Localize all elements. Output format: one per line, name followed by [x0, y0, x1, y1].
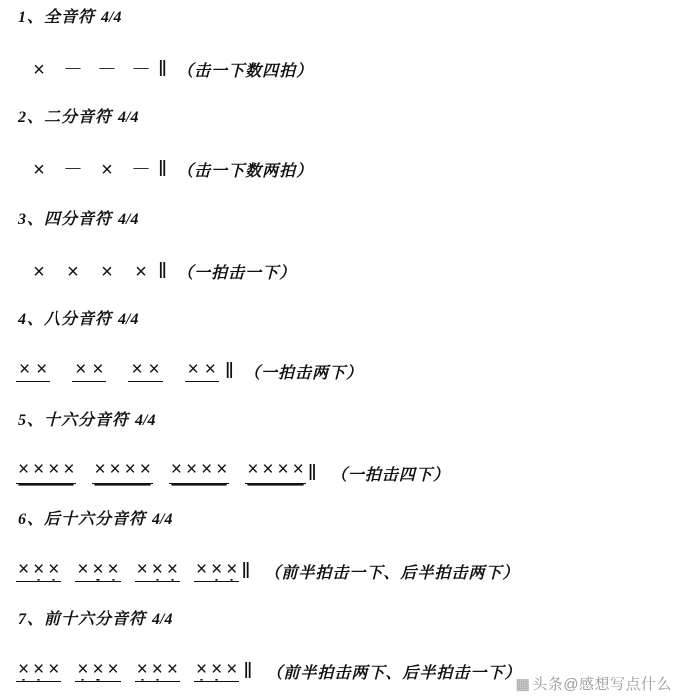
entry-title [18, 110, 138, 126]
entry-name: 二分音符 [44, 109, 113, 126]
note-x: × [211, 559, 223, 580]
note-x: × [195, 559, 208, 580]
entry-row-back-sixteenth-note [16, 560, 519, 582]
beamed-note-group [75, 660, 120, 682]
note-x: × [101, 261, 113, 283]
entry-row-whole-note [22, 58, 313, 80]
entry-whole-note [0, 10, 121, 26]
entry-title [18, 212, 138, 228]
note-x: × [33, 559, 45, 580]
entry-meter: 4/4 [118, 311, 139, 328]
entry-title [18, 612, 172, 628]
note-x: × [101, 159, 113, 181]
note-dash: － [131, 159, 151, 181]
barline: ‖ [243, 658, 253, 683]
note-x: × [135, 261, 147, 283]
note-x: × [36, 359, 48, 380]
note-group-list [22, 60, 158, 80]
note-x: × [33, 159, 45, 181]
watermark-text: 头条@感想写点什么 [532, 676, 672, 693]
entry-index: 6、 [18, 511, 45, 528]
note-x: × [107, 559, 119, 580]
barline: ‖ [158, 156, 168, 181]
beamed-note-group [185, 360, 219, 382]
note-x: × [33, 59, 45, 81]
note-group-list [22, 160, 158, 180]
note-x: × [94, 459, 106, 480]
note-x: × [187, 359, 199, 380]
note-x: × [124, 459, 136, 480]
note-x: × [139, 459, 151, 480]
note-x: × [148, 359, 160, 380]
entry-meter: 4/4 [152, 511, 173, 528]
note-dash: － [63, 159, 83, 181]
beamed-note-group [16, 560, 61, 582]
entry-name: 后十六分音符 [44, 511, 147, 528]
entry-meter: 4/4 [135, 412, 156, 429]
entry-meter: 4/4 [152, 611, 173, 628]
note-x: × [195, 659, 208, 680]
note-x: × [185, 459, 198, 480]
entry-title [18, 413, 155, 429]
note-x: × [166, 659, 178, 680]
entry-meter: 4/4 [101, 9, 122, 26]
note-x: × [107, 659, 119, 680]
note-dash: － [131, 59, 151, 81]
note-x: × [18, 459, 30, 480]
note-x: × [33, 659, 45, 680]
note-group-list [22, 262, 158, 282]
entry-name: 全音符 [44, 9, 96, 26]
entry-sixteenth-note [0, 413, 155, 429]
note-x: × [77, 559, 89, 580]
entry-annotation: （前半拍击两下、后半拍击一下） [266, 665, 522, 682]
entry-index: 2、 [18, 109, 45, 126]
entry-row-eighth-note [16, 360, 363, 382]
barline: ‖ [158, 258, 168, 283]
entry-name: 八分音符 [44, 311, 113, 328]
note-x: × [136, 659, 148, 680]
entry-annotation: （前半拍击一下、后半拍击两下） [264, 565, 520, 582]
note-x: × [226, 659, 238, 680]
note-x: × [75, 359, 87, 380]
entry-annotation: （击一下数四拍） [177, 63, 314, 80]
note-x: × [204, 359, 216, 380]
note-group-list [16, 560, 241, 582]
watermark-logo-icon: ▦ [515, 676, 531, 693]
entry-row-half-note [22, 158, 313, 180]
entry-quarter-note [0, 212, 138, 228]
beamed-note-group [16, 360, 50, 382]
entry-title [18, 10, 121, 26]
beamed-note-group [16, 460, 76, 484]
note-dash: － [97, 59, 117, 81]
note-x: × [226, 559, 238, 580]
note-x: × [277, 459, 289, 480]
note-x: × [201, 459, 213, 480]
entry-front-sixteenth-note [0, 612, 172, 628]
note-x: × [67, 261, 79, 283]
entry-title [18, 512, 172, 528]
note-x: × [170, 459, 182, 480]
note-x: × [247, 459, 259, 480]
note-x: × [262, 459, 274, 480]
note-x: × [151, 559, 163, 580]
beamed-note-group [169, 460, 229, 484]
note-x: × [166, 559, 178, 580]
watermark [516, 673, 672, 694]
entry-index: 7、 [18, 611, 45, 628]
beamed-note-group [135, 660, 180, 682]
beamed-note-group [92, 460, 152, 484]
note-x: × [109, 459, 121, 480]
beamed-note-group [128, 360, 162, 382]
entry-annotation: （一拍击四下） [330, 467, 450, 484]
note-x: × [77, 659, 89, 680]
note-x: × [92, 659, 104, 680]
beamed-note-group [194, 660, 239, 682]
entry-row-quarter-note [22, 260, 296, 282]
beamed-note-group [72, 360, 106, 382]
note-x: × [131, 359, 143, 380]
note-x: × [48, 459, 60, 480]
entry-eighth-note [0, 312, 138, 328]
entry-annotation: （击一下数两拍） [177, 163, 314, 180]
entry-annotation: （一拍击一下） [177, 265, 297, 282]
barline: ‖ [158, 56, 168, 81]
entry-index: 1、 [18, 9, 45, 26]
beamed-note-group [194, 560, 239, 582]
entry-title [18, 312, 138, 328]
note-x: × [292, 459, 304, 480]
note-x: × [136, 559, 148, 580]
note-x: × [216, 459, 228, 480]
entry-meter: 4/4 [118, 109, 139, 126]
entry-name: 十六分音符 [44, 412, 130, 429]
note-x: × [18, 659, 30, 680]
note-x: × [151, 659, 163, 680]
entry-index: 3、 [18, 211, 45, 228]
barline: ‖ [241, 558, 251, 583]
note-x: × [63, 459, 75, 480]
entry-index: 5、 [18, 412, 45, 429]
note-dash: － [63, 59, 83, 81]
note-group-list [16, 660, 243, 682]
entry-index: 4、 [18, 311, 45, 328]
note-x: × [18, 559, 30, 580]
entry-row-front-sixteenth-note [16, 660, 521, 682]
note-x: × [19, 359, 31, 380]
note-x: × [92, 359, 104, 380]
beamed-note-group [135, 560, 180, 582]
barline: ‖ [307, 460, 317, 485]
note-x: × [33, 459, 45, 480]
note-x: × [92, 559, 104, 580]
beamed-note-group [75, 560, 120, 582]
beamed-note-group [245, 460, 305, 484]
note-x: × [48, 559, 60, 580]
entry-back-sixteenth-note [0, 512, 172, 528]
entry-name: 前十六分音符 [44, 611, 147, 628]
entry-half-note [0, 110, 138, 126]
note-x: × [48, 659, 60, 680]
note-x: × [33, 261, 45, 283]
note-group-list [16, 360, 225, 382]
barline: ‖ [224, 358, 234, 383]
entry-meter: 4/4 [118, 211, 139, 228]
entry-row-sixteenth-note [16, 460, 450, 484]
beamed-note-group [16, 660, 61, 682]
entry-name: 四分音符 [44, 211, 113, 228]
entry-annotation: （一拍击两下） [243, 365, 363, 382]
note-x: × [211, 659, 223, 680]
note-group-list [16, 460, 308, 484]
